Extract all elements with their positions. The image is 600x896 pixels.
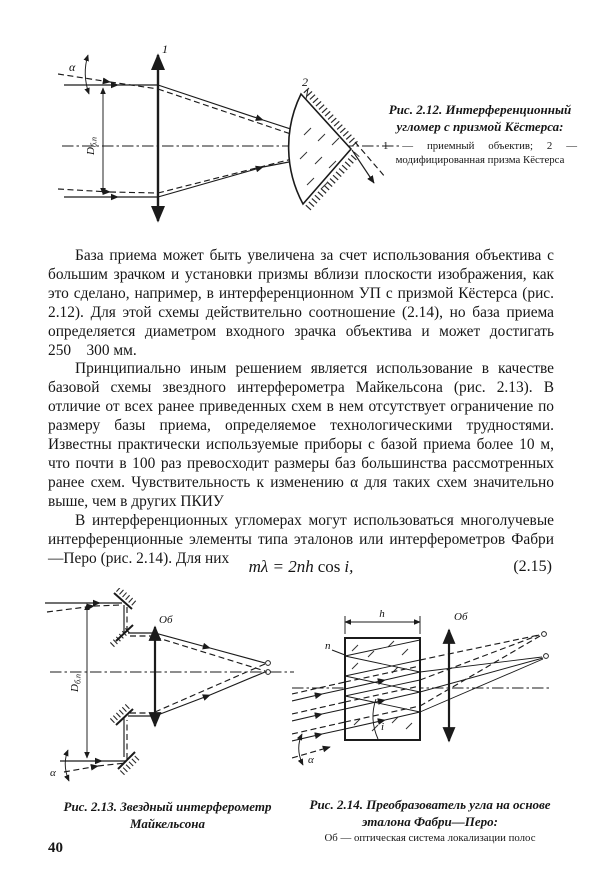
fig-2-13-caption [40,799,295,832]
fig212-label-prism: 2 [302,75,308,89]
equation-number: (2.15) [513,558,552,575]
fig-2-12-caption-legend: 1 — приемный объектив; 2 — модифицированная призма Кёстерса [383,140,577,166]
fig213-label-base: $D_{б.п}$ [69,674,83,692]
fig-2-13-diagram [42,588,300,800]
fig214-label-alpha: α [308,754,314,766]
equation-row [48,557,554,577]
koesters-prism [289,89,357,208]
fig-2-12-diagram [58,42,403,242]
converging-rays [155,633,270,716]
body-text [48,247,554,568]
incoming-rays [58,74,158,197]
fig-2-12-caption [383,102,577,167]
equation-lhs: mλ = 2nh [248,557,314,576]
fig213-label-objective: Об [159,614,173,626]
paragraph-2: Принципиально иным решением является использование в качестве базовой схемы звездного интерферометра Майкельсона (рис. 2.13). В отличие от всех ранее приведенных схем в нем отсутствует ограничение по размеру базы приема, определяемое технологическими трудностями. Известны практически используемые приборы с базой приема более 10 м, что почти в 100 раз превосходит размеры баз большинства рассмотренных ранее схем. Чувствительность к изменению α для таких схем значительно выше, чем в других ПКИУ [48,360,554,510]
equation-cos: cos [317,557,341,576]
fig213-label-alpha: α [50,767,56,779]
top-periscope-mirrors [45,589,155,645]
fig-2-12-caption-title: Рис. 2.12. Интерференционный угломер с призмой Кёстерса: [388,102,572,134]
fig214-label-thickness: h [379,608,385,620]
fig212-label-base: $D_{б.п}$ [85,137,99,155]
fig-2-14-caption [296,797,564,846]
exit-beam [352,142,386,183]
incoming-rays [292,682,345,758]
fig-2-14-caption-legend: Об — оптическая система локализации полос [324,832,536,844]
exit-converging-rays [420,632,548,712]
fig212-label-alpha: α [69,60,76,74]
page-number: 40 [48,840,63,856]
fig214-label-objective: Об [454,611,468,623]
fig-2-14-caption-title: Рис. 2.14. Преобразователь угла на основе эталона Фабри—Перо: [309,797,551,829]
fig212-label-lens: 1 [162,42,168,56]
paragraph-3: В интерференционных угломерах могут использоваться многолучевые интерференционные элементы типа эталонов или интерферометров Фабри—Перо (рис. 2.14). Для них [48,511,554,567]
fig214-label-angle-i: i [381,721,385,733]
fig-2-13-caption-title: Рис. 2.13. Звездный интерферометр Майкельсона [63,799,272,831]
alpha-angle-mark [65,750,69,781]
equation-rhs: i, [344,557,354,576]
alpha-angle-mark [85,55,89,94]
fig-2-14-diagram [292,603,584,803]
paragraph-1: База приема может быть увеличена за счет использования объектива с большим зрачком и установки призмы вблизи плоскости изображения, как это сделано, например, в интерференционном УП с призмой Кёстерса (рис. 2.12). Для этой схемы действительно соотношение (2.14), но база приема определяется диаметром входного зрачка объектива и может достигать 250 300 мм. [48,247,554,359]
bottom-periscope-mirrors [60,705,155,773]
fig214-label-index: n [325,640,331,652]
